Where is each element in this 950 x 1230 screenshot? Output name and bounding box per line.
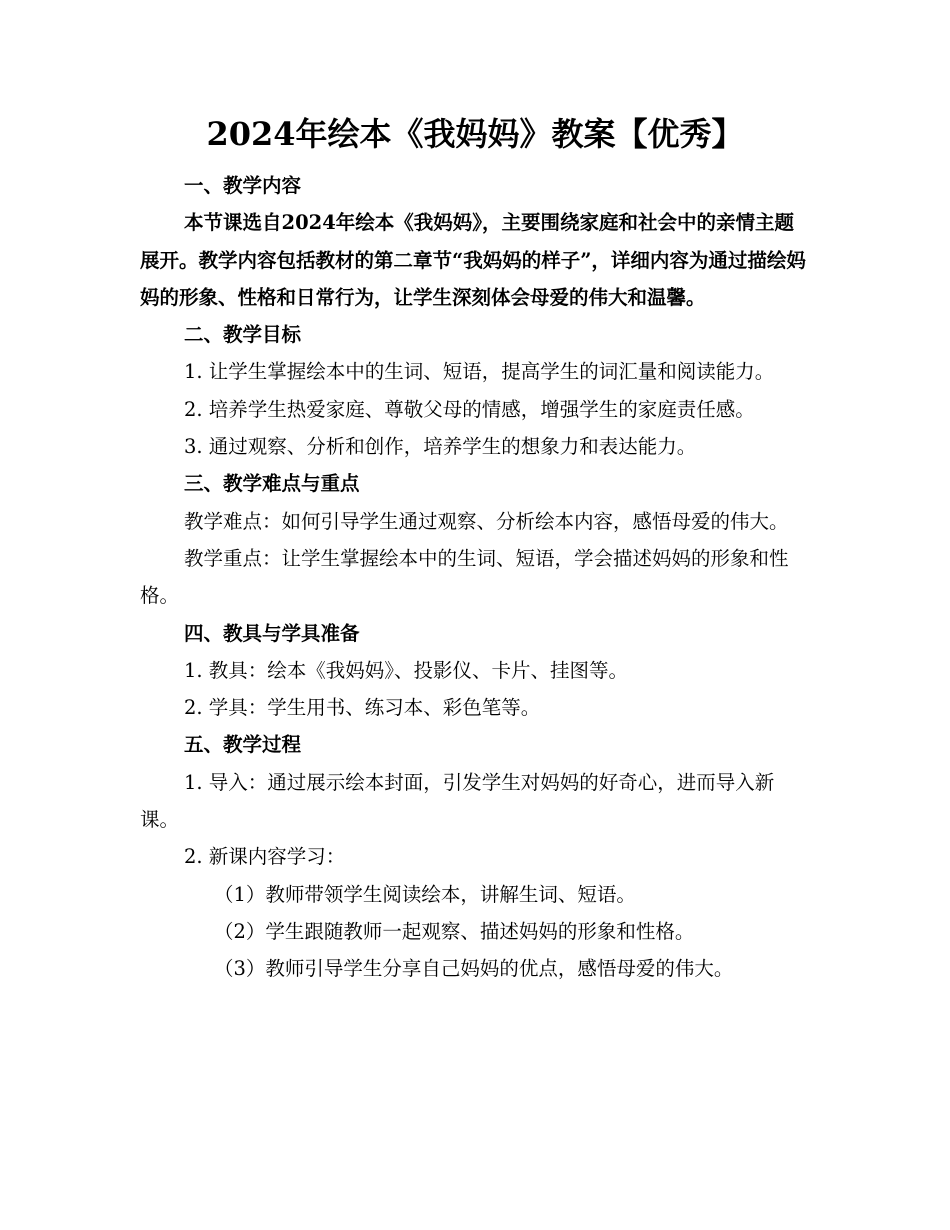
teaching-focus: 教学重点：让学生掌握绘本中的生词、短语，学会描述妈妈的形象和性格。 [140,546,789,608]
teaching-difficulty: 教学难点：如何引导学生通过观察、分析绘本内容，感悟母爱的伟大。 [184,509,789,533]
goal-item-1: 1. 让学生掌握绘本中的生词、短语，提高学生的词汇量和阅读能力。 [184,360,775,384]
process-subitem-3: （3）教师引导学生分享自己妈妈的优点，感悟母爱的伟大。 [214,957,734,981]
materials-item-2: 2. 学具：学生用书、练习本、彩色笔等。 [184,696,541,720]
teaching-content-paragraph: 本节课选自2024年绘本《我妈妈》，主要围绕家庭和社会中的亲情主题展开。教学内容包括教材的第二章节“我妈妈的样子”，详细内容为通过描绘妈妈的形象、性格和日常行为，让学生深刻体会母爱的伟大和温馨。 [140,211,806,309]
section-heading-materials: 四、教具与学具准备 [184,621,360,645]
materials-item-1: 1. 教具：绘本《我妈妈》、投影仪、卡片、挂图等。 [184,658,629,682]
section-heading-teaching-goals: 二、教学目标 [184,323,302,347]
section-heading-teaching-process: 五、教学过程 [184,733,302,757]
goal-item-3: 3. 通过观察、分析和创作，培养学生的想象力和表达能力。 [184,435,697,459]
document-title: 2024年绘本《我妈妈》教案【优秀】 [206,115,744,153]
process-subitem-1: （1）教师带领学生阅读绘本，讲解生词、短语。 [214,882,636,906]
section-heading-difficulties-focus: 三、教学难点与重点 [184,472,360,496]
process-subitem-2: （2）学生跟随教师一起观察、描述妈妈的形象和性格。 [214,919,695,943]
goal-item-2: 2. 培养学生热爱家庭、尊敬父母的情感，增强学生的家庭责任感。 [184,397,755,421]
section-heading-teaching-content: 一、教学内容 [184,174,302,197]
document-body [140,167,812,988]
process-item-1: 1. 导入：通过展示绘本封面，引发学生对妈妈的好奇心，进而导入新课。 [140,770,775,832]
process-item-2: 2. 新课内容学习： [184,845,346,869]
